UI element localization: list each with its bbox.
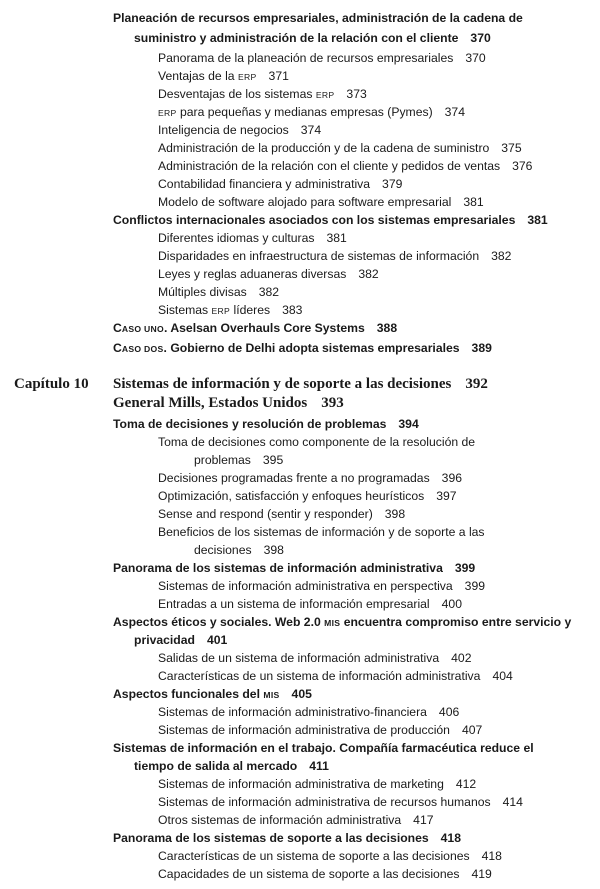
entry-text: Capítulo 10 <box>14 376 89 392</box>
entry-text: Otros sistemas de información administrativa <box>158 813 402 827</box>
page-number: 376 <box>512 159 533 173</box>
section-heading <box>113 416 419 432</box>
entry-text: Múltiples divisas <box>158 285 247 299</box>
entry-text: suministro y administración de la relación con el cliente <box>134 31 459 45</box>
small-caps-text: MIS <box>263 690 280 700</box>
entry-text: Sistemas de información en el trabajo. Compañía farmacéutica reduce el <box>113 741 534 755</box>
entry-text: encuentra compromiso entre servicio y <box>340 615 572 629</box>
entry-title <box>158 285 247 299</box>
entry-text: decisiones <box>194 543 252 557</box>
entry-title <box>158 579 453 593</box>
entry-text: para pequeñas y medianas empresas (Pymes) <box>176 105 433 119</box>
page-number: 418 <box>440 831 461 845</box>
entry-title <box>158 777 444 791</box>
entry-title <box>158 651 439 665</box>
entry-title <box>158 249 479 263</box>
page-number: 402 <box>451 651 472 665</box>
entry-title <box>158 723 450 737</box>
page-number: 381 <box>463 195 484 209</box>
entry-title <box>158 51 453 65</box>
page-number: 401 <box>206 633 228 647</box>
page-number: 382 <box>358 267 379 281</box>
page-number: 383 <box>282 303 303 317</box>
entry-title <box>158 471 430 485</box>
entry-title <box>158 813 401 827</box>
entry-title <box>158 195 451 209</box>
subsection-entry <box>158 104 465 121</box>
entry-text: Leyes y reglas aduaneras diversas <box>158 267 347 281</box>
page-number: 404 <box>492 669 513 683</box>
section-heading <box>113 830 461 846</box>
page-number: 388 <box>376 321 398 335</box>
entry-title <box>158 489 424 503</box>
entry-title <box>113 341 460 355</box>
page-number: 400 <box>441 597 462 611</box>
entry-title <box>158 669 480 683</box>
section-heading <box>113 320 397 337</box>
entry-text: Administración de la producción y de la cadena de suministro <box>158 141 490 155</box>
subsection-entry <box>158 812 434 828</box>
chapter-heading <box>14 375 89 393</box>
page-number: 396 <box>441 471 463 485</box>
entry-text: Beneficios de los sistemas de información y de soporte a las <box>158 525 485 539</box>
entry-title <box>158 105 433 119</box>
entry-text: Diferentes idiomas y culturas <box>158 231 315 245</box>
chapter-heading <box>113 375 488 393</box>
entry-title <box>158 525 485 539</box>
section-heading <box>134 758 329 774</box>
entry-text: Sistemas de información y de soporte a las decisiones <box>113 376 452 392</box>
small-caps-text: ERP <box>237 72 257 82</box>
section-heading <box>113 614 571 631</box>
subsection-entry <box>158 488 457 504</box>
entry-title <box>194 453 251 467</box>
subsection-entry <box>158 650 471 666</box>
page-number: 392 <box>465 376 488 392</box>
section-heading <box>113 10 523 26</box>
entry-title <box>14 376 89 392</box>
page-number: 370 <box>470 31 491 45</box>
entry-text: Conflictos internacionales asociados con los sistemas empresariales <box>113 213 516 227</box>
page-number: 395 <box>262 453 284 467</box>
subsection-entry <box>158 230 347 246</box>
subsection-entry <box>158 68 289 85</box>
page-number: 379 <box>382 177 403 191</box>
subsection-entry <box>158 866 492 882</box>
entry-title <box>158 87 334 101</box>
entry-title <box>158 795 491 809</box>
chapter-heading <box>113 394 344 412</box>
subsection-entry <box>158 578 485 594</box>
entry-text: Aspectos funcionales del <box>113 687 264 701</box>
entry-text: C <box>113 341 122 355</box>
subsection-entry <box>158 704 459 720</box>
subsection-entry <box>194 452 283 468</box>
entry-text: Características de un sistema de soporte a las decisiones <box>158 849 470 863</box>
page-number: 418 <box>481 849 502 863</box>
entry-title <box>113 213 515 227</box>
subsection-entry <box>158 506 405 522</box>
page-number: 399 <box>464 579 486 593</box>
small-caps-text: ERP <box>315 90 335 100</box>
page-number: 419 <box>471 867 492 881</box>
entry-text: Sistemas de información administrativa de marketing <box>158 777 444 791</box>
subsection-entry <box>158 434 475 450</box>
entry-title <box>158 267 346 281</box>
entry-title <box>113 615 571 629</box>
entry-text: Sistemas <box>158 303 212 317</box>
subsection-entry <box>158 176 402 192</box>
page-number: 375 <box>501 141 522 155</box>
entry-text: General Mills, Estados Unidos <box>113 395 308 411</box>
entry-text: Entradas a un sistema de información empresarial <box>158 597 430 611</box>
page-number: 398 <box>263 543 284 557</box>
page-number: 374 <box>444 105 465 119</box>
entry-title <box>158 867 460 881</box>
entry-title <box>194 543 252 557</box>
subsection-entry <box>158 848 502 864</box>
section-heading <box>113 686 312 703</box>
entry-title <box>158 705 427 719</box>
entry-title <box>158 69 257 83</box>
subsection-entry <box>158 470 462 486</box>
section-heading <box>113 340 492 357</box>
subsection-entry <box>158 596 462 612</box>
entry-text: líderes <box>230 303 271 317</box>
subsection-entry <box>194 542 284 558</box>
entry-text: Panorama de los sistemas de información administrativa <box>113 561 443 575</box>
entry-text: Inteligencia de negocios <box>158 123 289 137</box>
page-number: 394 <box>398 417 419 431</box>
subsection-entry <box>158 122 321 138</box>
page-number: 374 <box>300 123 322 137</box>
page-number: 399 <box>454 561 476 575</box>
subsection-entry <box>158 158 532 174</box>
entry-title <box>113 395 307 411</box>
page-number: 371 <box>268 69 289 83</box>
entry-text: Panorama de los sistemas de soporte a las decisiones <box>113 831 429 845</box>
page-number: 393 <box>321 395 344 411</box>
page-number: 397 <box>436 489 457 503</box>
entry-text: tiempo de salida al mercado <box>134 759 298 773</box>
entry-title <box>158 123 289 137</box>
entry-title <box>158 597 430 611</box>
page-number: 406 <box>438 705 460 719</box>
entry-text: Planeación de recursos empresariales, administración de la cadena de <box>113 11 523 25</box>
entry-title <box>113 561 443 575</box>
entry-title <box>113 417 386 431</box>
entry-text: Ventajas de la <box>158 69 238 83</box>
entry-title <box>113 11 523 25</box>
section-heading <box>113 212 548 228</box>
small-caps-text: ASO DOS <box>121 344 164 354</box>
page-number: 373 <box>346 87 367 101</box>
subsection-entry <box>158 284 279 300</box>
entry-title <box>158 177 370 191</box>
page-number: 381 <box>326 231 347 245</box>
entry-text: Sistemas de información administrativa en perspectiva <box>158 579 453 593</box>
subsection-entry <box>158 194 484 210</box>
section-heading <box>113 740 534 756</box>
section-heading <box>113 560 475 576</box>
entry-text: Sistemas de información administrativa de producción <box>158 723 450 737</box>
entry-text: privacidad <box>134 633 195 647</box>
small-caps-text: MIS <box>324 618 341 628</box>
page-number: 389 <box>471 341 492 355</box>
entry-text: Salidas de un sistema de información administrativa <box>158 651 440 665</box>
subsection-entry <box>158 302 302 319</box>
entry-text: Aspectos éticos y sociales. Web 2.0 <box>113 615 325 629</box>
entry-text: Decisiones programadas frente a no programadas <box>158 471 430 485</box>
entry-title <box>134 759 297 773</box>
subsection-entry <box>158 524 485 540</box>
small-caps-text: ERP <box>211 306 231 316</box>
section-heading <box>134 30 491 46</box>
subsection-entry <box>158 794 523 810</box>
entry-text: Contabilidad financiera y administrativa <box>158 177 371 191</box>
entry-title <box>134 31 458 45</box>
entry-text: Capacidades de un sistema de soporte a las decisiones <box>158 867 460 881</box>
entry-text: Características de un sistema de información administrativa <box>158 669 481 683</box>
entry-text: Administración de la relación con el cliente y pedidos de ventas <box>158 159 501 173</box>
entry-title <box>158 303 270 317</box>
subsection-entry <box>158 248 511 264</box>
page-number: 407 <box>461 723 483 737</box>
entry-text: Sistemas de información administrativo-financiera <box>158 705 427 719</box>
page-number: 414 <box>502 795 523 809</box>
entry-title <box>113 321 365 335</box>
entry-title <box>158 849 470 863</box>
page-number: 411 <box>309 759 329 773</box>
entry-text: problemas <box>194 453 251 467</box>
entry-text: . Aselsan Overhauls Core Systems <box>164 321 365 335</box>
entry-text: Optimización, satisfacción y enfoques heurísticos <box>158 489 425 503</box>
entry-title <box>113 741 534 755</box>
subsection-entry <box>158 50 486 66</box>
entry-text: Panorama de la planeación de recursos empresariales <box>158 51 454 65</box>
subsection-entry <box>158 776 476 792</box>
entry-title <box>113 687 280 701</box>
entry-text: Toma de decisiones y resolución de problemas <box>113 417 387 431</box>
entry-title <box>158 435 475 449</box>
entry-text: Desventajas de los sistemas <box>158 87 316 101</box>
subsection-entry <box>158 140 522 156</box>
entry-text: Sense and respond (sentir y responder) <box>158 507 373 521</box>
subsection-entry <box>158 722 482 738</box>
entry-text: Modelo de software alojado para software empresarial <box>158 195 452 209</box>
entry-title <box>113 831 429 845</box>
small-caps-text: ERP <box>158 108 177 118</box>
entry-text: C <box>113 321 122 335</box>
small-caps-text: ASO UNO <box>121 324 165 334</box>
page-number: 370 <box>465 51 486 65</box>
entry-title <box>158 141 489 155</box>
subsection-entry <box>158 668 513 684</box>
entry-title <box>158 231 314 245</box>
subsection-entry <box>158 86 367 103</box>
page-number: 382 <box>491 249 512 263</box>
page-number: 382 <box>258 285 280 299</box>
entry-title <box>158 507 373 521</box>
subsection-entry <box>158 266 379 282</box>
entry-title <box>113 376 451 392</box>
page-number: 412 <box>455 777 477 791</box>
page-number: 398 <box>384 507 406 521</box>
page-number: 381 <box>527 213 548 227</box>
page-number: 417 <box>413 813 434 827</box>
section-heading <box>134 632 227 648</box>
entry-text: Disparidades en infraestructura de sistemas de información <box>158 249 480 263</box>
entry-title <box>134 633 195 647</box>
page-number: 405 <box>291 687 312 701</box>
entry-text: Toma de decisiones como componente de la resolución de <box>158 435 476 449</box>
entry-text: . Gobierno de Delhi adopta sistemas empresariales <box>163 341 460 355</box>
entry-text: Sistemas de información administrativa de recursos humanos <box>158 795 491 809</box>
entry-title <box>158 159 500 173</box>
